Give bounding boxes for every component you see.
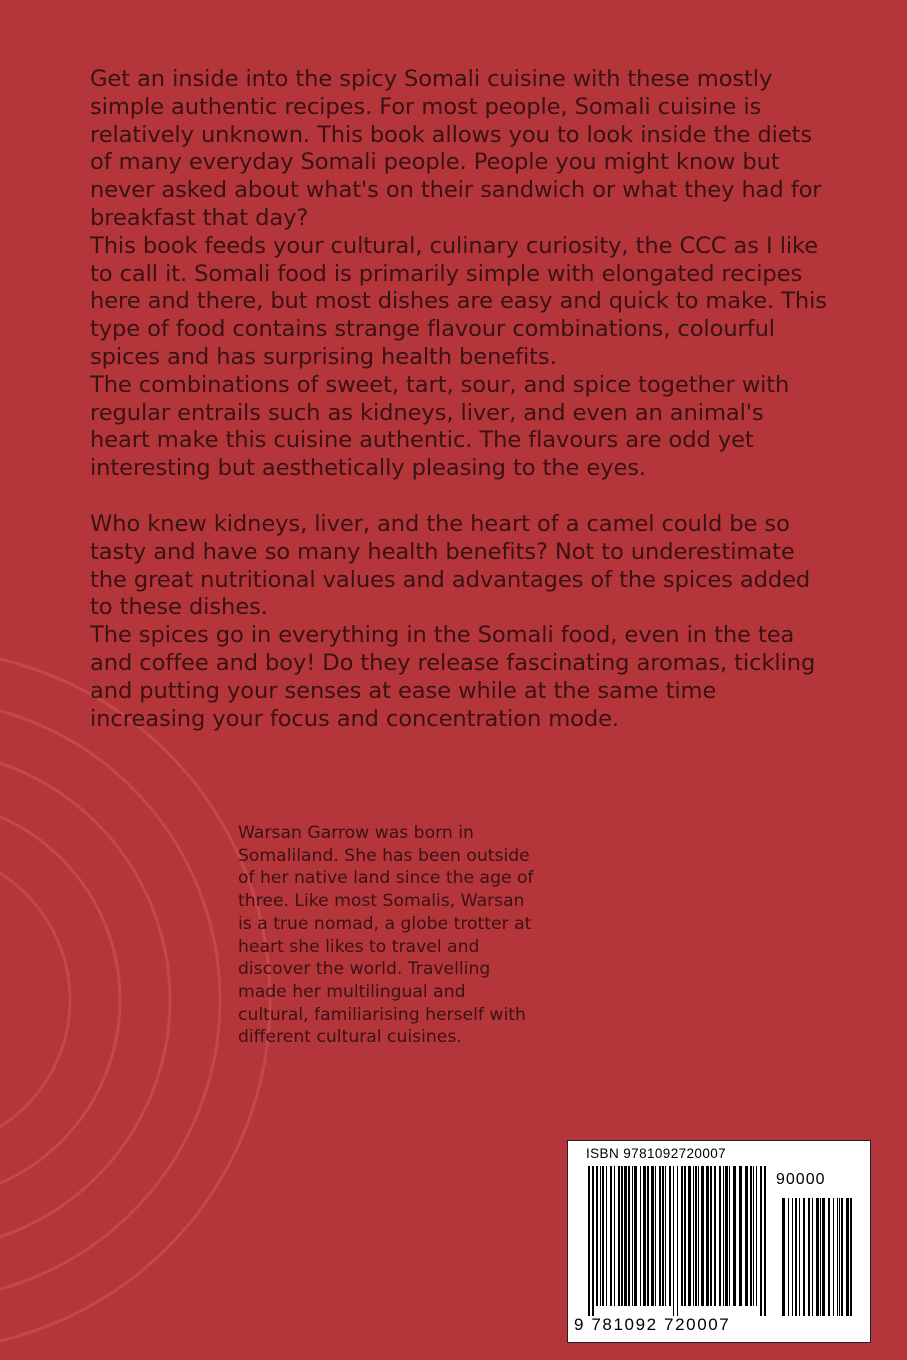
- description-paragraph: Who knew kidneys, liver, and the heart of a camel could be so tasty and have so many health benefits? Not to underestimate the great nutritional values and advantages of the spices added to these dishes.: [90, 510, 811, 621]
- description-paragraph: This book feeds your cultural, culinary curiosity, the CCC as I like to call it. Somali food is primarily simple with elongated recipes here and there, but most dishes are easy and quick to make. This type of food contains strange flavour combinations, colourful spices and has surprising health benefits.: [90, 232, 827, 370]
- author-bio: Warsan Garrow was born in Somaliland. She has been outside of her native land since the age of three. Like most Somalis, Warsan is a true nomad, a globe trotter at heart she likes to travel and discover the world. Travelling made her multilingual and cultural, familiarising herself with different cultural cuisines.: [238, 823, 534, 1048]
- ean-digits: 9 781092 720007: [574, 1315, 731, 1334]
- isbn-barcode: [567, 1140, 871, 1343]
- description-paragraph: The spices go in everything in the Somali food, even in the tea and coffee and boy! Do they release fascinating aromas, tickling and putting your senses at ease while at the same time increasing your focus and concentration mode.: [90, 622, 816, 732]
- description-paragraph: Get an inside into the spicy Somali cuisine with these mostly simple authentic recipes. For most people, Somali cuisine is relatively unknown. This book allows you to look inside the diets of many everyday Somali people. People you might know but never asked about what's on their sandwich or what they had for breakfast that day?: [90, 66, 822, 231]
- isbn-label: ISBN 9781092720007: [586, 1146, 727, 1161]
- description-paragraph: The combinations of sweet, tart, sour, and spice together with regular entrails such as kidneys, liver, and even an animal's heart make this cuisine authentic. The flavours are odd yet interesting but aesthetically pleasing to the eyes.: [90, 371, 790, 482]
- price-addon: 90000: [776, 1171, 826, 1188]
- book-description: [90, 66, 830, 733]
